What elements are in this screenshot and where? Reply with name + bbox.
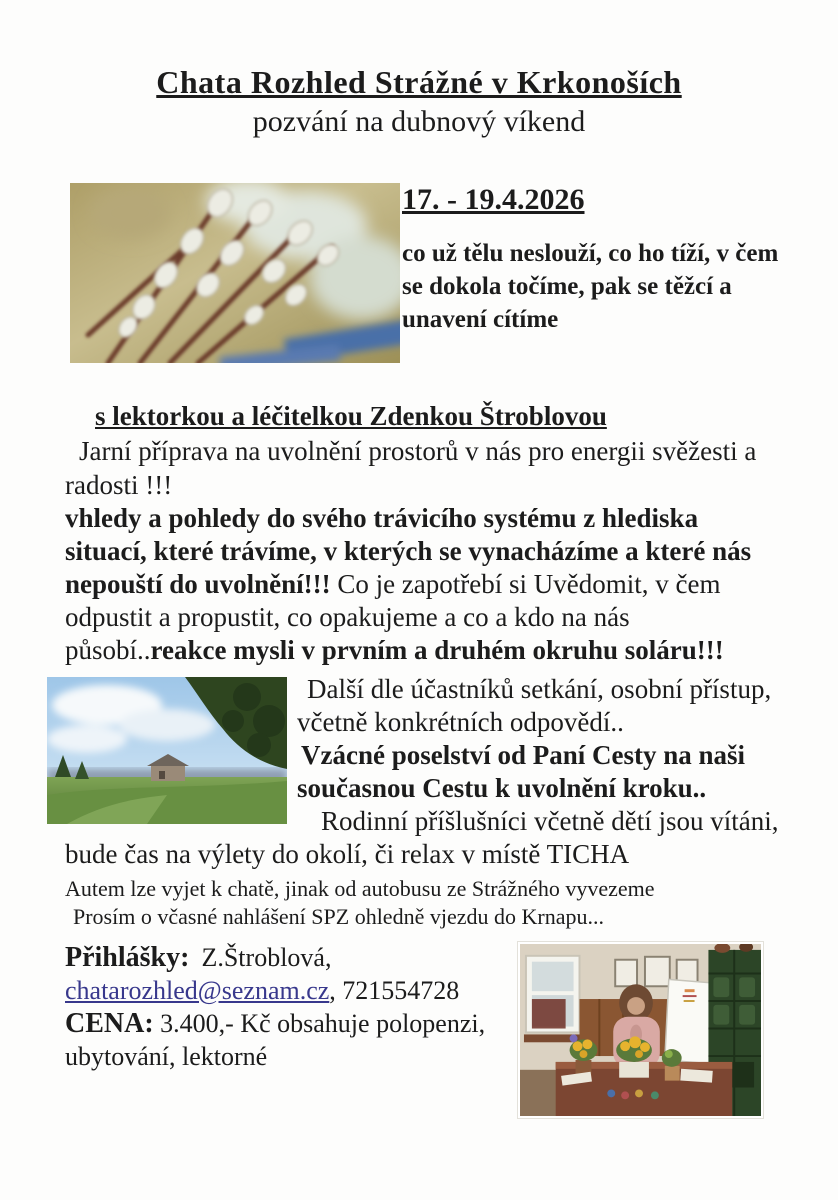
- lecturer-heading: s lektorkou a léčitelkou Zdenkou Štroblovou: [95, 401, 607, 431]
- family-paragraph: Rodinní příšlušníci včetně dětí jsou vítáni, bude čas na výlety do okolí, či relax v místě TICHA: [65, 806, 779, 869]
- page-subtitle: pozvání na dubnový víkend: [252, 105, 586, 138]
- intro-text: co už tělu neslouží, co ho tíží, v čem se dokola točíme, pak se těžcí a unavení cítíme: [402, 240, 779, 333]
- transport-note-2: Prosím o včasné nahlášení SPZ ohledně vjezdu do Krnapu...: [73, 904, 604, 929]
- willow-catkins-photo: [70, 183, 400, 363]
- signup-label: Přihlášky:: [65, 942, 190, 973]
- insight-bold-1: vhledy a pohledy do svého trávicího systému z hlediska situací, které trávíme, v kterých se vynacházíme a které nás nepouští do uvolnění!!!: [65, 503, 752, 599]
- contact-name: Z.Štroblová,: [201, 943, 332, 972]
- event-date: 17. - 19.4.2026: [402, 183, 585, 216]
- contact-line-3: [65, 1007, 517, 1040]
- intro-section: [0, 183, 838, 363]
- participants-paragraph: Další dle účastníků setkání, osobní přístup, včetně konkrétních odpovědí..: [297, 674, 772, 737]
- contact-line-2: [65, 974, 517, 1007]
- transport-note-1: Autem lze vyjet k chatě, jinak od autobusu ze Strážného vyvezeme: [65, 876, 655, 901]
- email-link[interactable]: chatarozhled@seznam.cz: [65, 976, 330, 1005]
- price-text-2: ubytování, lektorné: [65, 1042, 268, 1071]
- message-paragraph: Vzácné poselství od Paní Cesty na naši současnou Cestu k uvolnění kroku..: [297, 740, 746, 803]
- contact-phone: , 721554728: [329, 976, 460, 1005]
- spring-paragraph: Jarní příprava na uvolnění prostorů v nás pro energii svěžesti a radosti !!!: [65, 436, 757, 500]
- mountain-cottage-photo: [47, 677, 287, 824]
- page-title: Chata Rozhled Strážné v Krkonoších: [156, 64, 682, 100]
- insight-bold-2: reakce mysli v prvním a druhém okruhu soláru!!!: [150, 635, 724, 665]
- contact-block: [65, 941, 517, 1073]
- lecturer-room-photo-frame: [517, 941, 764, 1119]
- insight-regular: Co je zapotřebí si Uvědomit, v čem odpustit a propustit, co opakujeme a co a kdo na nás působí..: [65, 569, 721, 665]
- contact-section: [65, 941, 838, 1119]
- price-text: 3.400,- Kč obsahuje polopenzi,: [153, 1009, 486, 1038]
- insight-paragraph: [65, 502, 786, 667]
- details-section: [0, 673, 838, 871]
- contact-line-4: [65, 1040, 517, 1073]
- contact-line-1: [65, 941, 517, 974]
- price-label: CENA:: [65, 1008, 154, 1039]
- intro-right-column: [402, 183, 838, 336]
- lecturer-room-photo: [520, 944, 761, 1116]
